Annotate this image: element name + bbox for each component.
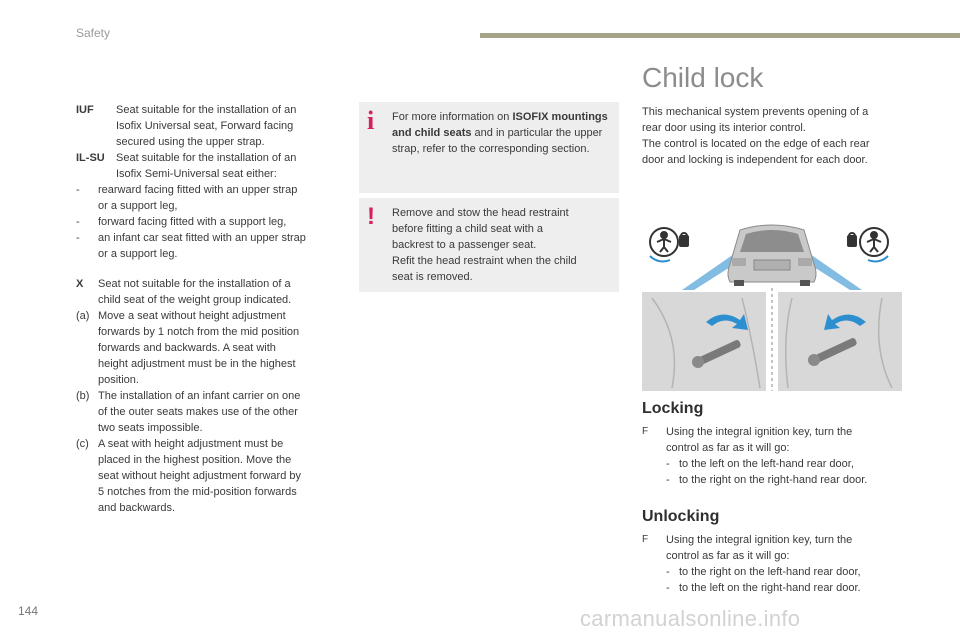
- info-icon: i: [367, 106, 375, 135]
- right-door-panel: [778, 292, 902, 391]
- note-line: of the outer seats makes use of the other: [98, 406, 298, 418]
- definition-line: Isofix Semi-Universal seat either:: [116, 168, 277, 180]
- warning-line: backrest to a passenger seat.: [392, 239, 537, 251]
- definition-term: IL-SU: [76, 152, 105, 164]
- locking-title: Locking: [642, 400, 704, 417]
- sub-item-text: to the right on the left-hand rear door,: [679, 566, 861, 578]
- dash-line: or a support leg.: [98, 248, 178, 260]
- note-marker: (c): [76, 438, 89, 450]
- note-marker: X: [76, 278, 84, 290]
- note-line: and backwards.: [98, 502, 176, 514]
- step-text: [666, 532, 907, 564]
- car-rear-icon: [682, 225, 862, 290]
- note-line: two seats impossible.: [98, 422, 203, 434]
- dash-line: or a support leg,: [98, 200, 178, 212]
- dash-text: [98, 182, 338, 214]
- intro-paragraph: [642, 104, 907, 168]
- note-line: seat without height adjustment forward by: [98, 470, 302, 482]
- definition-line: Seat suitable for the installation of an: [116, 104, 297, 116]
- locking-sub-item: - to the right on the right-hand rear door.: [642, 472, 907, 488]
- info-text-suffix: and in particular the upper strap, refer to the corresponding section.: [392, 127, 603, 155]
- note-line: 5 notches from the mid-position forwards: [98, 486, 297, 498]
- definition-line: secured using the upper strap.: [116, 136, 265, 148]
- definition-line: Seat suitable for the installation of an: [116, 152, 297, 164]
- definition-description: [116, 150, 338, 182]
- note-line: A seat with height adjustment must be: [98, 438, 284, 450]
- dash-marker: -: [76, 216, 80, 228]
- warning-box: [359, 198, 619, 292]
- unlocking-steps: [642, 532, 907, 596]
- step-marker: F: [642, 534, 649, 545]
- child-lock-symbol-icon: [848, 228, 888, 261]
- note-line: Seat not suitable for the installation of a: [98, 278, 291, 290]
- header-title: Safety: [76, 26, 111, 40]
- unlocking-step: [642, 532, 907, 564]
- page-number: 144: [18, 604, 39, 618]
- dash-text: [98, 230, 338, 262]
- intro-line: rear door using its interior control.: [642, 122, 806, 134]
- warning-icon: !: [367, 203, 375, 230]
- note-line: The installation of an infant carrier on one: [98, 390, 301, 402]
- warning-line: Refit the head restraint when the child: [392, 255, 577, 267]
- dash-text: [98, 214, 338, 230]
- unlocking-sub-item: - to the left on the right-hand rear door.: [642, 580, 907, 596]
- note-text: [98, 388, 338, 436]
- info-text: [392, 109, 610, 157]
- dash-item: [76, 182, 338, 214]
- left-door-panel: [642, 292, 766, 391]
- note-marker: (b): [76, 390, 90, 402]
- info-text-bold: ISOFIX mountings and child seats: [392, 111, 608, 139]
- dash-item: [76, 214, 338, 230]
- definition-iuf: [76, 102, 338, 150]
- dash-line: forward facing fitted with a support leg,: [98, 216, 287, 228]
- intro-line: This mechanical system prevents opening of a: [642, 106, 869, 118]
- spacer: [76, 262, 338, 276]
- sub-item-text: to the left on the right-hand rear door.: [679, 582, 861, 594]
- definition-term: IUF: [76, 104, 94, 116]
- dash-line: an infant car seat fitted with an upper strap: [98, 232, 306, 244]
- warning-text: [392, 205, 610, 285]
- step-line: control as far as it will go:: [666, 442, 790, 454]
- sub-item-text: to the left on the left-hand rear door,: [679, 458, 854, 470]
- locking-steps: [642, 424, 907, 488]
- note-line: child seat of the weight group indicated.: [98, 294, 292, 306]
- dash-marker: -: [76, 232, 80, 244]
- definition-line: Isofix Universal seat, Forward facing: [116, 120, 294, 132]
- warning-line: before fitting a child seat with a: [392, 223, 544, 235]
- step-line: Using the integral ignition key, turn the: [666, 426, 853, 438]
- note-text: [98, 308, 338, 388]
- header-accent-bar: [480, 33, 960, 38]
- warning-line: Remove and stow the head restraint: [392, 207, 569, 219]
- dash-item: [76, 230, 338, 262]
- note-line: height adjustment must be in the highest: [98, 358, 296, 370]
- note-line: placed in the highest position. Move the: [98, 454, 292, 466]
- step-line: control as far as it will go:: [666, 550, 790, 562]
- left-column: [76, 102, 338, 516]
- dash-line: rearward facing fitted with an upper strap: [98, 184, 298, 196]
- note-marker: (a): [76, 310, 90, 322]
- note-c: [76, 436, 338, 516]
- step-text: [666, 424, 907, 456]
- sub-item-text: to the right on the right-hand rear door.: [679, 474, 868, 486]
- note-line: Move a seat without height adjustment: [98, 310, 286, 322]
- warning-line: seat is removed.: [392, 271, 473, 283]
- note-x: [76, 276, 338, 308]
- unlocking-title: Unlocking: [642, 508, 720, 525]
- child-lock-illustration: [642, 218, 902, 391]
- unlocking-sub-item: - to the right on the left-hand rear door,: [642, 564, 907, 580]
- dash-marker: -: [76, 184, 80, 196]
- note-text: [98, 276, 338, 308]
- intro-line: door and locking is independent for each door.: [642, 154, 868, 166]
- definition-description: [116, 102, 338, 150]
- section-title: Child lock: [642, 62, 764, 93]
- note-b: [76, 388, 338, 436]
- note-a: [76, 308, 338, 388]
- note-line: forwards and backwards. A seat with: [98, 342, 276, 354]
- note-text: [98, 436, 338, 516]
- watermark: carmanualsonline.info: [580, 606, 801, 631]
- intro-line: The control is located on the edge of each rear: [642, 138, 870, 150]
- locking-sub-item: - to the left on the left-hand rear door,: [642, 456, 907, 472]
- info-text-prefix: For more information on: [392, 111, 513, 123]
- note-line: position.: [98, 374, 139, 386]
- step-line: Using the integral ignition key, turn the: [666, 534, 853, 546]
- step-marker: F: [642, 426, 649, 437]
- child-lock-symbol-icon: [650, 228, 688, 261]
- definition-il-su: [76, 150, 338, 182]
- note-line: forwards by 1 notch from the mid position: [98, 326, 300, 338]
- info-box: [359, 102, 619, 193]
- locking-step: [642, 424, 907, 456]
